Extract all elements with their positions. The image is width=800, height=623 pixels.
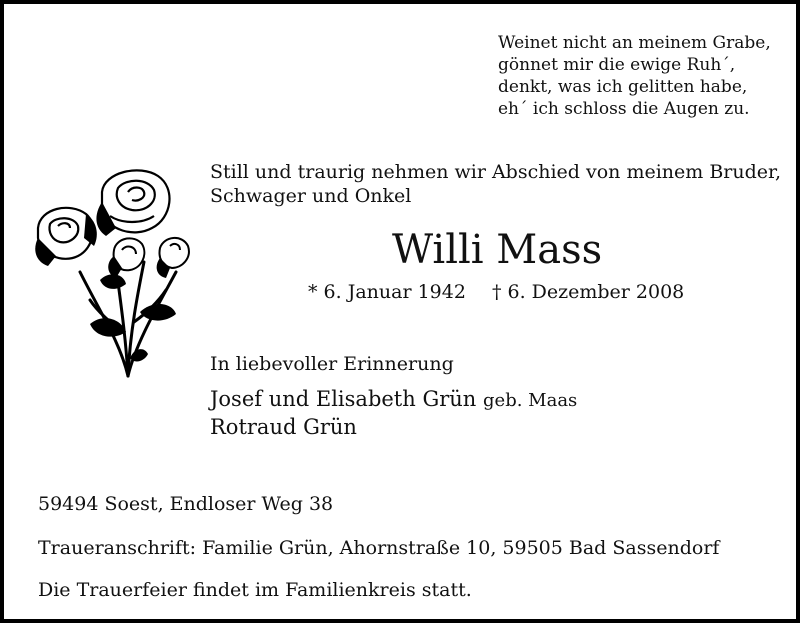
mourner-name: Josef und Elisabeth Grün: [210, 387, 477, 411]
poem-line: gönnet mir die ewige Ruh´,: [498, 55, 736, 75]
home-address: 59494 Soest, Endloser Weg 38: [38, 493, 334, 515]
condolence-address: Traueranschrift: Familie Grün, Ahornstraße 10, 59505 Bad Sassendorf: [38, 537, 720, 559]
poem-line: Weinet nicht an meinem Grabe,: [498, 33, 771, 53]
mourners: [210, 386, 577, 440]
mourner-name: Rotraud Grün: [210, 415, 357, 439]
roses-illustration: [30, 162, 200, 382]
death-date: † 6. Dezember 2008: [491, 281, 685, 303]
birth-date: * 6. Januar 1942: [308, 281, 466, 303]
intro-text: [210, 160, 781, 208]
mourner-line: [210, 386, 577, 414]
poem: [498, 32, 771, 120]
mourner-line: [210, 414, 577, 440]
deceased-name: Willi Mass: [392, 227, 603, 273]
poem-line: denkt, was ich gelitten habe,: [498, 77, 748, 97]
ceremony-note: Die Trauerfeier findet im Familienkreis statt.: [38, 579, 472, 601]
memory-line: In liebevoller Erinnerung: [210, 353, 454, 375]
life-dates: [308, 280, 684, 304]
intro-line: Schwager und Onkel: [210, 185, 412, 207]
mourner-note: geb. Maas: [483, 390, 578, 411]
poem-line: eh´ ich schloss die Augen zu.: [498, 99, 750, 119]
intro-line: Still und traurig nehmen wir Abschied von meinem Bruder,: [210, 161, 782, 183]
